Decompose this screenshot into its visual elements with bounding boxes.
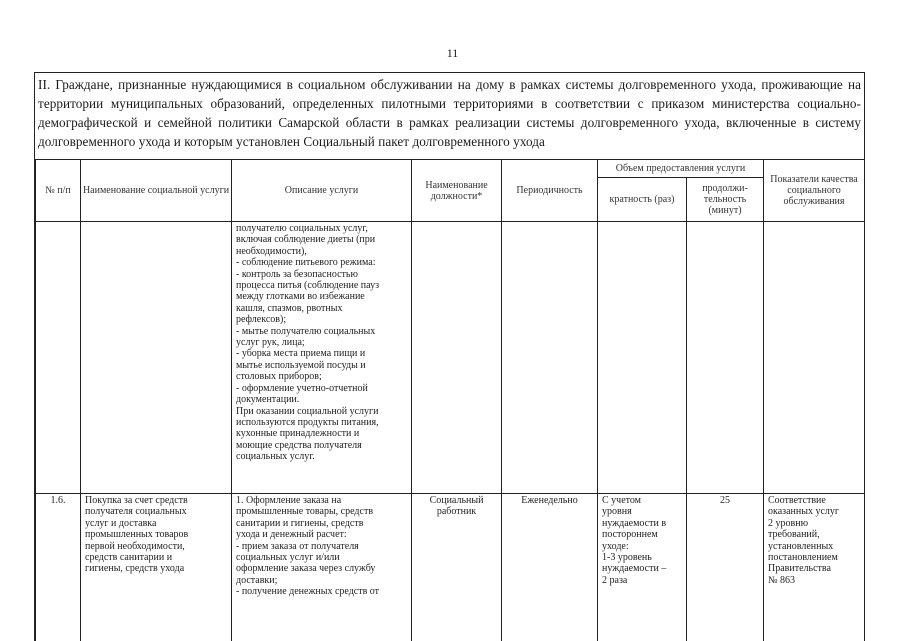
service-name-cell: [81, 494, 232, 641]
table-row-continued: [36, 222, 865, 494]
description-line: кухонные принадлежности и: [236, 428, 407, 439]
header-volume: Объем предоставления услуги: [598, 160, 764, 178]
service-name-line: промышленных товаров: [85, 529, 227, 540]
description-line: - получение денежных средств от: [236, 586, 407, 597]
description-line: используются продукты питания,: [236, 417, 407, 428]
quality-line: 2 уровню: [768, 518, 860, 529]
description-line: При оказании социальной услуги: [236, 406, 407, 417]
description-line: рефлексов);: [236, 314, 407, 325]
continued-description-cell: [232, 222, 412, 494]
header-duration: продолжи-тельность (минут): [687, 178, 764, 222]
description-line: - контроль за безопасностью: [236, 269, 407, 280]
quality-line: Правительства: [768, 563, 860, 574]
quality-line: Соответствие: [768, 495, 860, 506]
description-line: ухода и денежный расчет:: [236, 529, 407, 540]
header-multiplicity: кратность (раз): [598, 178, 687, 222]
quality-line: постановлением: [768, 552, 860, 563]
multiplicity-line: уходе:: [602, 541, 682, 552]
table-row-1-6: [36, 494, 865, 641]
continued-periodicity-cell: [502, 222, 598, 494]
quality-cell: [764, 494, 865, 641]
description-cell: [232, 494, 412, 641]
row-number: 1.6.: [36, 494, 81, 641]
continued-position-cell: [412, 222, 502, 494]
header-quality: Показатели качества социального обслуживания: [764, 160, 865, 222]
service-name-line: Покупка за счет средств: [85, 495, 227, 506]
description-line: промышленные товары, средств: [236, 506, 407, 517]
multiplicity-cell: [598, 494, 687, 641]
description-line: процесса питья (соблюдение пауз: [236, 280, 407, 291]
quality-line: установленных: [768, 541, 860, 552]
document-sheet: [34, 72, 865, 641]
description-line: социальных услуг.: [236, 451, 407, 462]
description-line: моющие средства получателя: [236, 440, 407, 451]
duration-cell: 25: [687, 494, 764, 641]
continued-multiplicity-cell: [598, 222, 687, 494]
service-name-line: услуг и доставка: [85, 518, 227, 529]
continued-duration-cell: [687, 222, 764, 494]
multiplicity-line: постороннем: [602, 529, 682, 540]
header-periodicity: Периодичность: [502, 160, 598, 222]
multiplicity-line: 2 раза: [602, 575, 682, 586]
quality-line: № 863: [768, 575, 860, 586]
quality-line: требований,: [768, 529, 860, 540]
description-line: - соблюдение питьевого режима:: [236, 257, 407, 268]
description-line: доставки;: [236, 575, 407, 586]
description-line: социальных услуг и/или: [236, 552, 407, 563]
description-line: получателю социальных услуг,: [236, 223, 407, 234]
multiplicity-line: нуждаемости –: [602, 563, 682, 574]
description-line: - мытье получателю социальных: [236, 326, 407, 337]
continued-service-cell: [81, 222, 232, 494]
description-line: кашля, спазмов, рвотных: [236, 303, 407, 314]
service-name-line: получателя социальных: [85, 506, 227, 517]
description-line: - оформление учетно-отчетной: [236, 383, 407, 394]
page-number: 11: [0, 46, 905, 61]
continued-num-cell: [36, 222, 81, 494]
multiplicity-line: С учетом: [602, 495, 682, 506]
header-description: Описание услуги: [232, 160, 412, 222]
multiplicity-line: нуждаемости в: [602, 518, 682, 529]
position-line: Социальный: [416, 495, 497, 506]
multiplicity-line: 1-3 уровень: [602, 552, 682, 563]
service-name-line: средств санитарии и: [85, 552, 227, 563]
periodicity-cell: Еженедельно: [502, 494, 598, 641]
service-name-line: первой необходимости,: [85, 541, 227, 552]
header-num: № п/п: [36, 160, 81, 222]
header-position: Наименование должности*: [412, 160, 502, 222]
description-line: столовых приборов;: [236, 371, 407, 382]
description-line: - уборка места приема пищи и: [236, 348, 407, 359]
description-line: необходимости),: [236, 246, 407, 257]
section-heading: II. Граждане, признанные нуждающимися в социальном обслуживании на дому в рамках системы долговременного ухода, проживающие на территории муниципальных образований, определенных пилотными территориями в соответствии с приказом министерства социально-демографической и семейной политики Самарской области в рамках реализации системы долговременного ухода, включенные в систему долговременного ухода и которым установлен Социальный пакет долговременного ухода: [35, 73, 864, 159]
description-line: услуг рук, лица;: [236, 337, 407, 348]
position-cell: [412, 494, 502, 641]
header-row-1: [36, 160, 865, 178]
description-line: - прием заказа от получателя: [236, 541, 407, 552]
multiplicity-line: уровня: [602, 506, 682, 517]
service-name-line: гигиены, средств ухода: [85, 563, 227, 574]
description-line: мытье используемой посуды и: [236, 360, 407, 371]
description-line: санитарии и гигиены, средств: [236, 518, 407, 529]
header-service-name: Наименование социальной услуги: [81, 160, 232, 222]
description-line: оформление заказа через службу: [236, 563, 407, 574]
description-line: документации.: [236, 394, 407, 405]
continued-quality-cell: [764, 222, 865, 494]
description-line: включая соблюдение диеты (при: [236, 234, 407, 245]
quality-line: оказанных услуг: [768, 506, 860, 517]
description-line: 1. Оформление заказа на: [236, 495, 407, 506]
description-line: между глотками во избежание: [236, 291, 407, 302]
services-table: [35, 159, 865, 641]
position-line: работник: [416, 506, 497, 517]
